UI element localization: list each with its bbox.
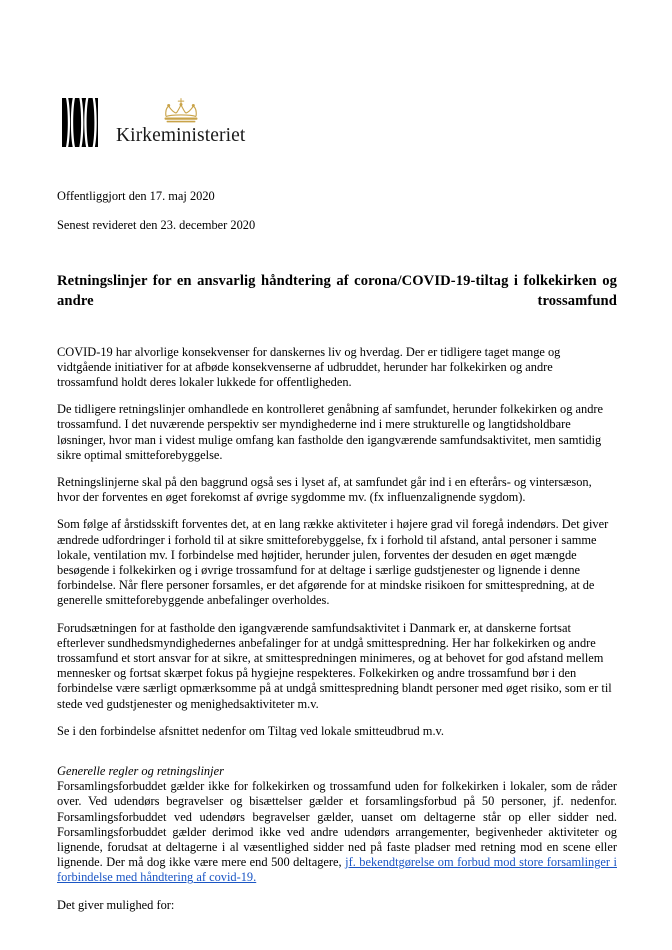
royal-crown-icon [160,98,202,124]
body-paragraph: De tidligere retningslinjer omhandlede en kontrolleret genåbning af samfundet, herunder folkekirken og andre trossamfund. I det nuværende perspektiv ser myndighederne ind i mere strukturelle og langtidsholdbare løsninger, hvor man i videst mulige omfang kan fastholde den igangværende samfundsaktivitet, men samtidig sikre optimal smitteforebyggelse. [57,402,604,462]
masthead-wordmark [116,98,245,147]
published-date: Offentliggjort den 17. maj 2020 [57,189,215,203]
covid-assembly-ban-link[interactable]: jf. bekendtgørelse om forbud mod store forsamlinger i forbindelse med håndtering af covid-19. [57,855,617,885]
section-heading: Generelle regler og retningslinjer [57,763,224,778]
body-paragraph: Se i den forbindelse afsnittet nedenfor om Tiltag ved lokale smitteudbrud m.v. [57,723,445,738]
page-title: Retningslinjer for en ansvarlig håndtering af corona/COVID-19-tiltag i folkekirken og andre trossamfund [57,273,617,309]
body-paragraph: Forudsætningen for at fastholde den igangværende samfundsaktivitet i Danmark er, at danskerne fortsat efterlever sundhedsmyndighedernes anbefalinger for at undgå smittespredning. Her har folkekirken og andre trossamfund et stort ansvar for at sikre, at smittespredningen minimeres, og at behovet for god afstand mellem mennesker og fortsat skærpet fokus på hygiejne respekteres. Folkekirken og andre trossamfund bør i den forbindelse være særligt opmærksomme på at undgå smittespredning blandt personer med øget risiko, som er til stede ved gudstjenester og menighedsaktiviteter m.v. [57,620,612,711]
masthead [62,95,245,147]
revised-date: Senest revideret den 23. december 2020 [57,218,256,232]
section-paragraph [57,779,617,885]
body-paragraph: Som følge af årstidsskift forventes det, at en lang række aktiviteter i højere grad vil foregå indendørs. Det giver ændrede udfordringer i forhold til at sikre smitteforebyggelse, fx i forhold til afstand, antal personer i samme lokale, ventilation mv. I forbindelse med højtider, herunder julen, forventes der desuden en øget mængde besøgende i folkekirken og i øvrige trossamfund for at deltage i særlige gudstjenester og lignende i denne forbindelse. Når flere personer forsamles, er det afgørende for at mindske risikoen for smittespredning, at de generelle smitteforebyggende anbefalinger overholdes. [57,517,609,608]
body-paragraph: COVID-19 har alvorlige konsekvenser for danskernes liv og hverdag. Der er tidligere taget mange og vidtgående initiativer for at afbøde konsekvenserne af udbruddet, herunder har folkekirken og andre trossamfund holdt deres lokaler lukkede for offentligheden. [57,344,561,389]
section-spacer [57,751,617,764]
kirkeministeriet-wave-mark-icon [62,98,98,147]
closing-line: Det giver mulighed for: [57,897,175,912]
ministry-name: Kirkeministeriet [116,125,246,146]
document-body [57,272,617,925]
publication-meta [57,189,617,247]
section-paragraph-text: Forsamlingsforbuddet gælder ikke for folkekirken og trossamfund uden for folkekirken i lokaler, som de råder over. Ved udendørs begravelser og bisættelser gælder et forsamlingsforbud på 50 personer, jf. nedenfor. Forsamlingsforbuddet ved udendørs begravelser gælder, uanset om deltagerne står op eller sidder ned. Forsamlingsforbuddet gælder derimod ikke ved andre udendørs arrangementer, begivenheder aktiviteter og lignende, forudsat at deltagerne i al væsentlighed sidder ned på faste pladser med retning mod en scene eller lignende. Der må dog ikke være mere end 500 deltagere, [57,779,617,870]
body-paragraph: Retningslinjerne skal på den baggrund også ses i lyset af, at samfundet går ind i en efterårs- og vintersæson, hvor der forventes en øget forekomst af øvrige sygdomme mv. (fx influenzalignende sygdom). [57,474,592,505]
